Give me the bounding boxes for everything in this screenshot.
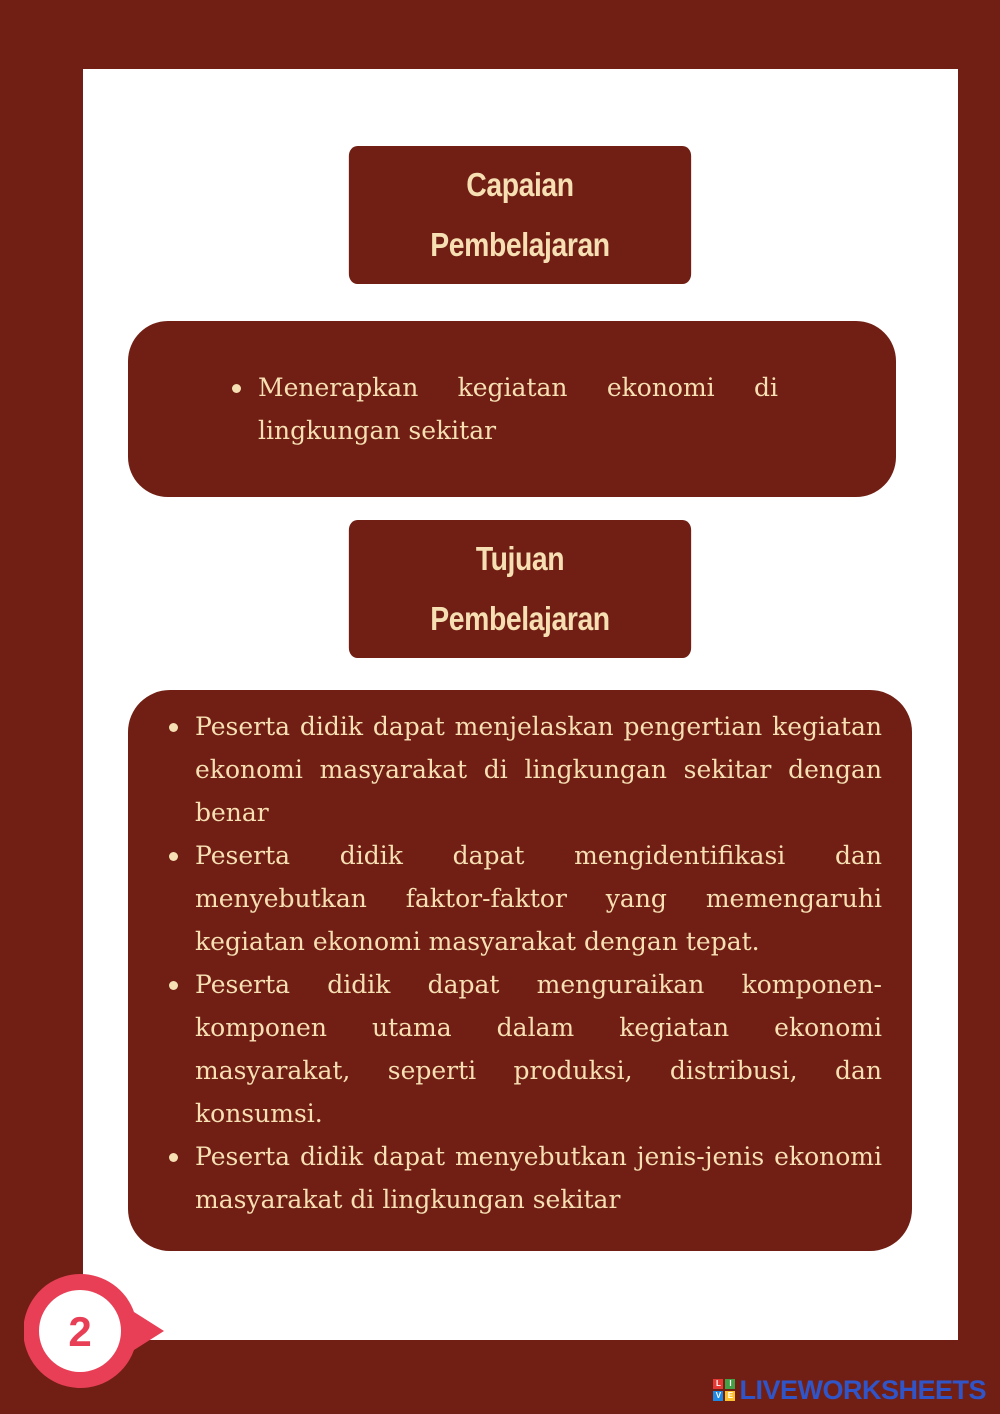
capaian-content-box [128,321,896,497]
tujuan-item: Peserta didik dapat menjelaskan pengertian kegiatan ekonomi masyarakat di lingkungan sekitar dengan benar [195,705,882,834]
capaian-list [258,366,778,452]
tujuan-heading-line1: Tujuan [475,540,565,577]
liveworksheets-logo-icon [713,1379,735,1401]
logo-letter: V [713,1391,723,1401]
tujuan-item: Peserta didik dapat menyebutkan jenis-jenis ekonomi masyarakat di lingkungan sekitar [195,1135,882,1221]
tujuan-heading [349,520,691,658]
logo-letter: L [713,1379,723,1389]
tujuan-content-box [128,690,912,1251]
tujuan-list [195,705,882,1221]
capaian-heading-line2: Pembelajaran [430,226,610,263]
page-number: 2 [68,1307,92,1355]
logo-letter: E [725,1391,735,1401]
capaian-heading-line1: Capaian [466,166,574,203]
logo-letter: I [725,1379,735,1389]
capaian-heading [349,146,691,284]
tujuan-item: Peserta didik dapat menguraikan komponen-komponen utama dalam kegiatan ekonomi masyarakat, seperti produksi, distribusi, dan konsumsi. [195,963,882,1135]
tujuan-item: Peserta didik dapat mengidentifikasi dan menyebutkan faktor-faktor yang memengaruhi kegiatan ekonomi masyarakat dengan tepat. [195,834,882,963]
liveworksheets-text: LIVEWORKSHEETS [739,1374,986,1405]
liveworksheets-watermark[interactable] [713,1373,986,1407]
page-number-badge [24,1274,139,1389]
capaian-item: Menerapkan kegiatan ekonomi di lingkungan sekitar [258,366,778,452]
tujuan-heading-line2: Pembelajaran [430,600,610,637]
